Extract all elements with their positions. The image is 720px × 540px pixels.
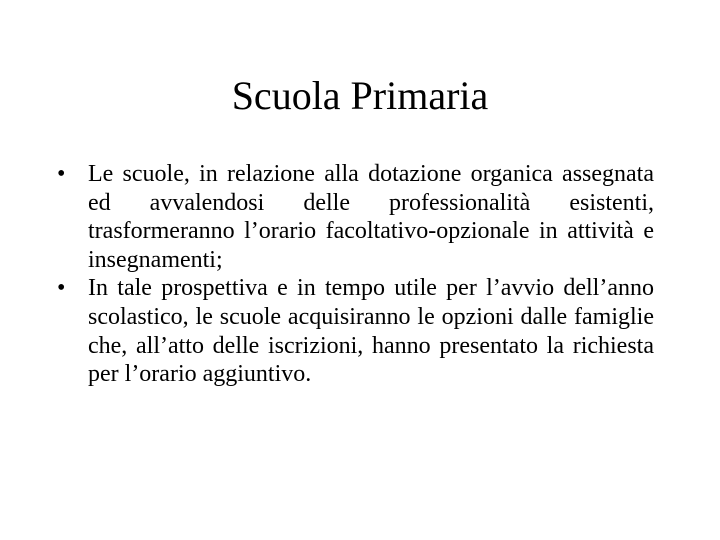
bullet-list [57, 160, 654, 389]
slide-title: Scuola Primaria [231, 73, 489, 118]
bullet-text: In tale prospettiva e in tempo utile per l’avvio dell’anno scolastico, le scuole acquisiranno le opzioni dalle famiglie che, all’atto delle iscrizioni, hanno presentato la richiesta per l’orario aggiuntivo. [88, 275, 654, 388]
bullet-text: Le scuole, in relazione alla dotazione organica assegnata ed avvalendosi delle professionalità esistenti, trasformeranno l’orario facoltativo-opzionale in attività e insegnamenti; [88, 161, 654, 273]
bullet-icon: • [57, 275, 66, 302]
bullet-item [57, 160, 654, 274]
bullet-icon: • [57, 161, 66, 187]
bullet-item [57, 274, 654, 388]
